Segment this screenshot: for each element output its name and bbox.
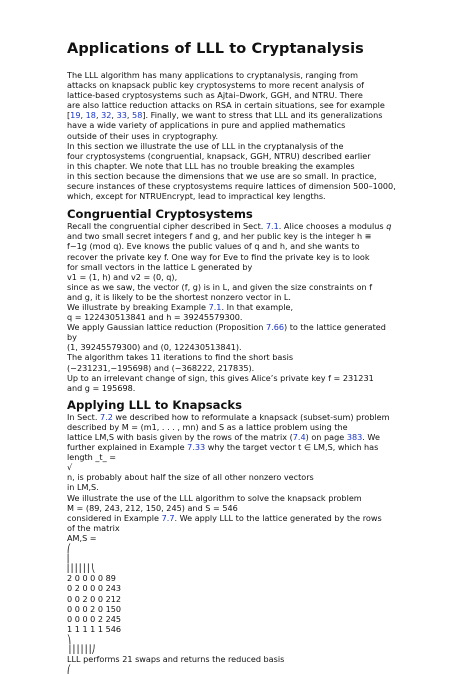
text-line: in LM,S. (67, 482, 99, 493)
intro-paragraph (67, 70, 419, 201)
example-link[interactable]: 7.1 (208, 301, 222, 312)
text-span: lattice LM,S with basis given by the rows of the matrix ( (67, 432, 293, 442)
matrix-row: 0 0 0 2 0 150 (67, 603, 122, 614)
math-symbol: q (386, 221, 392, 232)
math-line: AM,S = (67, 532, 97, 543)
text-span: , (111, 110, 117, 121)
section-heading-knapsacks: Applying LLL to Knapsacks (67, 397, 242, 412)
page-title: Applications of LLL to Cryptanalysis (67, 41, 364, 57)
text-line: by (67, 332, 77, 343)
example-link[interactable]: 7.7 (161, 512, 175, 523)
equation-link[interactable]: 7.4 (292, 432, 306, 442)
text-line: of the matrix (67, 522, 120, 533)
text-line: for small vectors in the lattice L generated by (67, 261, 253, 272)
proposition-link[interactable]: 7.66 (266, 322, 285, 333)
matrix-row: 0 2 0 0 0 243 (67, 583, 122, 594)
text-line: In this section we illustrate the use of LLL in the cryptanalysis of the (67, 140, 344, 151)
text-span: Recall the congruential cipher described in Sect. (67, 221, 266, 232)
text-span: , (80, 110, 86, 121)
text-line (67, 302, 419, 312)
math-line: v1 = (1, h) and v2 = (0, q), (67, 271, 178, 282)
text-line: and two small secret integers f and g, and her public key is the integer h ≡ (67, 231, 372, 242)
text-span: why the target vector t ∈ LM,S, which has (205, 442, 379, 453)
text-line: LLL performs 21 swaps and returns the reduced basis (67, 654, 285, 665)
congruential-section (67, 221, 419, 393)
text-span: . In that example, (221, 301, 294, 312)
document-page (67, 40, 419, 674)
matrix-paren: ⎛ (67, 543, 72, 554)
text-line: The LLL algorithm has many applications to cryptanalysis, ranging from (67, 70, 358, 80)
text-span: [ (67, 110, 71, 121)
text-span: , (95, 110, 102, 121)
text-line: in this chapter. We note that LLL has no trouble breaking the examples (67, 160, 355, 171)
text-span: considered in Example (67, 512, 162, 523)
text-line (67, 442, 419, 452)
text-line: Up to an irrelevant change of sign, this gives Alice’s private key f = 231231 (67, 372, 374, 383)
matrix-row: 2 0 0 0 0 89 (67, 573, 116, 584)
text-line: are also lattice reduction attacks on RSA in certain situations, see for example (67, 100, 385, 111)
text-span: ) to the lattice generated (284, 322, 386, 333)
citation-link[interactable]: 18 (85, 110, 96, 121)
text-line: attacks on knapsack public key cryptosystems to more recent analysis of (67, 80, 365, 91)
text-line: length _t_ = (67, 452, 116, 463)
text-line (67, 221, 419, 231)
matrix-row: 0 0 0 0 2 245 (67, 613, 122, 624)
text-line: We illustrate the use of the LLL algorithm to solve the knapsack problem (67, 492, 362, 503)
matrix-paren: ⎞ (67, 633, 72, 644)
text-line: outside of their uses in cryptography. (67, 130, 219, 141)
text-span: We illustrate by breaking Example (67, 301, 209, 312)
text-line: secure instances of these cryptosystems require lattices of dimension 500–1000, (67, 181, 396, 192)
text-line: recover the private key f. One way for Eve to find the private key is to look (67, 251, 370, 262)
text-line (67, 432, 419, 442)
text-line: which, except for NTRUEncrypt, lead to impractical key lengths. (67, 191, 326, 202)
text-span: . We (362, 432, 380, 442)
section-heading-congruential: Congruential Cryptosystems (67, 207, 253, 222)
matrix-paren: ⎜⎜⎜⎜⎜⎜⎝ (67, 563, 96, 574)
matrix-row: 1 1 1 1 1 546 (67, 623, 122, 634)
sqrt-symbol: √ (67, 462, 73, 473)
text-span: we described how to reformulate a knapsack (subset-sum) problem (112, 411, 390, 422)
matrix-paren: ⎜ (67, 553, 72, 564)
text-span: . We apply LLL to the lattice generated by the rows (174, 512, 382, 523)
text-line: The algorithm takes 11 iterations to find the short basis (67, 352, 294, 363)
text-span: ) on page (305, 432, 347, 442)
text-line (67, 412, 419, 422)
knapsacks-section (67, 412, 419, 674)
text-span: further explained in Example (67, 442, 188, 453)
citation-link[interactable]: 58 (132, 110, 143, 121)
text-line: f−1g (mod q). Eve knows the public values of q and h, and she wants to (67, 241, 360, 252)
text-span: In Sect. (67, 411, 100, 422)
matrix-paren: ⎛ (67, 664, 72, 674)
section-link[interactable]: 7.1 (265, 221, 279, 232)
text-span: . Alice chooses a modulus (278, 221, 387, 232)
math-line: (1, 39245579300) and (0, 122430513841). (67, 342, 242, 353)
math-line: (−231231,−195698) and (−368222, 217835). (67, 362, 255, 373)
text-line: have a wide variety of applications in pure and applied mathematics (67, 120, 346, 131)
text-line: since as we saw, the vector (f, g) is in L, and given the size constraints on f (67, 281, 373, 292)
citation-link[interactable]: 19 (70, 110, 81, 121)
page-link[interactable]: 383 (346, 432, 363, 442)
citation-link[interactable]: 33 (116, 110, 127, 121)
citation-link[interactable]: 32 (101, 110, 112, 121)
text-line: and g = 195698. (67, 382, 136, 393)
example-link[interactable]: 7.33 (187, 442, 206, 453)
text-line (67, 513, 419, 523)
text-line (67, 322, 419, 332)
text-line (67, 110, 419, 120)
text-line: described by M = (m1, . . . , mn) and S as a lattice problem using the (67, 421, 348, 432)
text-line: n, is probably about half the size of all other nonzero vectors (67, 472, 314, 483)
math-line: q = 122430513841 and h = 39245579300. (67, 312, 243, 323)
section-link[interactable]: 7.2 (99, 411, 113, 422)
text-line: lattice-based cryptosystems such as Ajtai–Dwork, GGH, and NTRU. There (67, 90, 363, 101)
text-span: ]. Finally, we want to stress that LLL and its generalizations (142, 110, 383, 121)
matrix-row: 0 0 2 0 0 212 (67, 593, 122, 604)
text-line: in this section because the dimensions that we use are so small. In practice, (67, 170, 377, 181)
matrix-paren: ⎟⎟⎟⎟⎟⎟⎠ (67, 643, 96, 654)
text-span: , (126, 110, 133, 121)
math-line: M = (89, 243, 212, 150, 245) and S = 546 (67, 502, 238, 513)
text-line: four cryptosystems (congruential, knapsack, GGH, NTRU) described earlier (67, 150, 371, 161)
text-line: and g, it is likely to be the shortest nonzero vector in L. (67, 291, 291, 302)
text-span: We apply Gaussian lattice reduction (Proposition (67, 322, 266, 333)
